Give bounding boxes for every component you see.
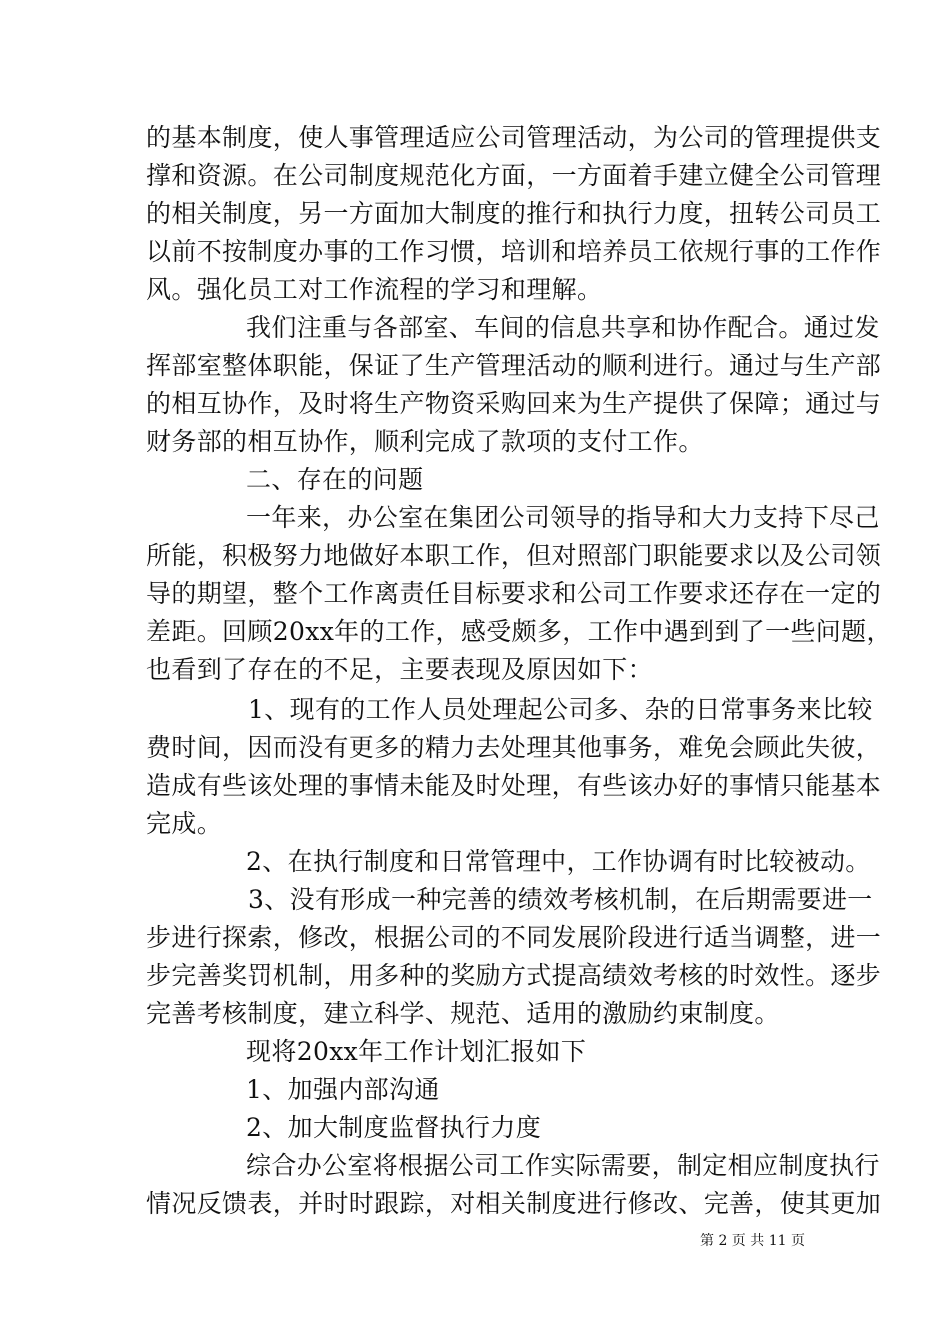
text-line: 现将20xx年工作计划汇报如下 — [246, 1037, 587, 1066]
section-heading: 二、存在的问题 — [246, 465, 424, 494]
text-line: 风。强化员工对工作流程的学习和理解。 — [146, 275, 603, 304]
text-line: 造成有些该处理的事情未能及时处理，有些该办好的事情只能基本 — [146, 771, 882, 800]
text-line: 撑和资源。在公司制度规范化方面，一方面着手建立健全公司管理 — [146, 161, 882, 190]
text-line: 费时间，因而没有更多的精力去处理其他事务，难免会顾此失彼， — [146, 733, 882, 762]
text-line: 综合办公室将根据公司工作实际需要，制定相应制度执行 — [246, 1151, 880, 1180]
text-line: 的基本制度，使人事管理适应公司管理活动，为公司的管理提供支 — [146, 123, 882, 152]
text-line: 完成。 — [146, 809, 223, 838]
text-line: 导的期望，整个工作离责任目标要求和公司工作要求还存在一定的 — [146, 579, 882, 608]
text-line: 财务部的相互协作，顺利完成了款项的支付工作。 — [146, 427, 704, 456]
text-line: 2、在执行制度和日常管理中，工作协调有时比较被动。 — [246, 847, 871, 876]
page-number-footer: 第 2 页 共 11 页 — [700, 1233, 805, 1249]
text-line: 1、加强内部沟通 — [246, 1075, 440, 1104]
text-line: 的相关制度，另一方面加大制度的推行和执行力度，扭转公司员工 — [146, 199, 882, 228]
text-line: 挥部室整体职能，保证了生产管理活动的顺利进行。通过与生产部 — [146, 351, 882, 380]
text-line: 3、没有形成一种完善的绩效考核机制，在后期需要进一 — [248, 885, 873, 914]
text-line: 也看到了存在的不足，主要表现及原因如下： — [146, 655, 654, 684]
text-line: 步进行探索，修改，根据公司的不同发展阶段进行适当调整，进一 — [146, 923, 882, 952]
text-line: 所能，积极努力地做好本职工作，但对照部门职能要求以及公司领 — [146, 541, 882, 570]
text-line: 完善考核制度，建立科学、规范、适用的激励约束制度。 — [146, 999, 780, 1028]
text-line: 2、加大制度监督执行力度 — [246, 1113, 542, 1142]
text-line: 情况反馈表，并时时跟踪，对相关制度进行修改、完善，使其更加 — [146, 1189, 882, 1218]
text-line: 1、现有的工作人员处理起公司多、杂的日常事务来比较 — [248, 695, 873, 724]
text-line: 我们注重与各部室、车间的信息共享和协作配合。通过发 — [246, 313, 880, 342]
text-line: 差距。回顾20xx年的工作，感受颇多，工作中遇到到了一些问题， — [146, 617, 892, 646]
text-line: 步完善奖罚机制，用多种的奖励方式提高绩效考核的时效性。逐步 — [146, 961, 882, 990]
text-line: 以前不按制度办事的工作习惯，培训和培养员工依规行事的工作作 — [146, 237, 882, 266]
text-line: 一年来，办公室在集团公司领导的指导和大力支持下尽己 — [246, 503, 880, 532]
text-line: 的相互协作，及时将生产物资采购回来为生产提供了保障；通过与 — [146, 389, 882, 418]
